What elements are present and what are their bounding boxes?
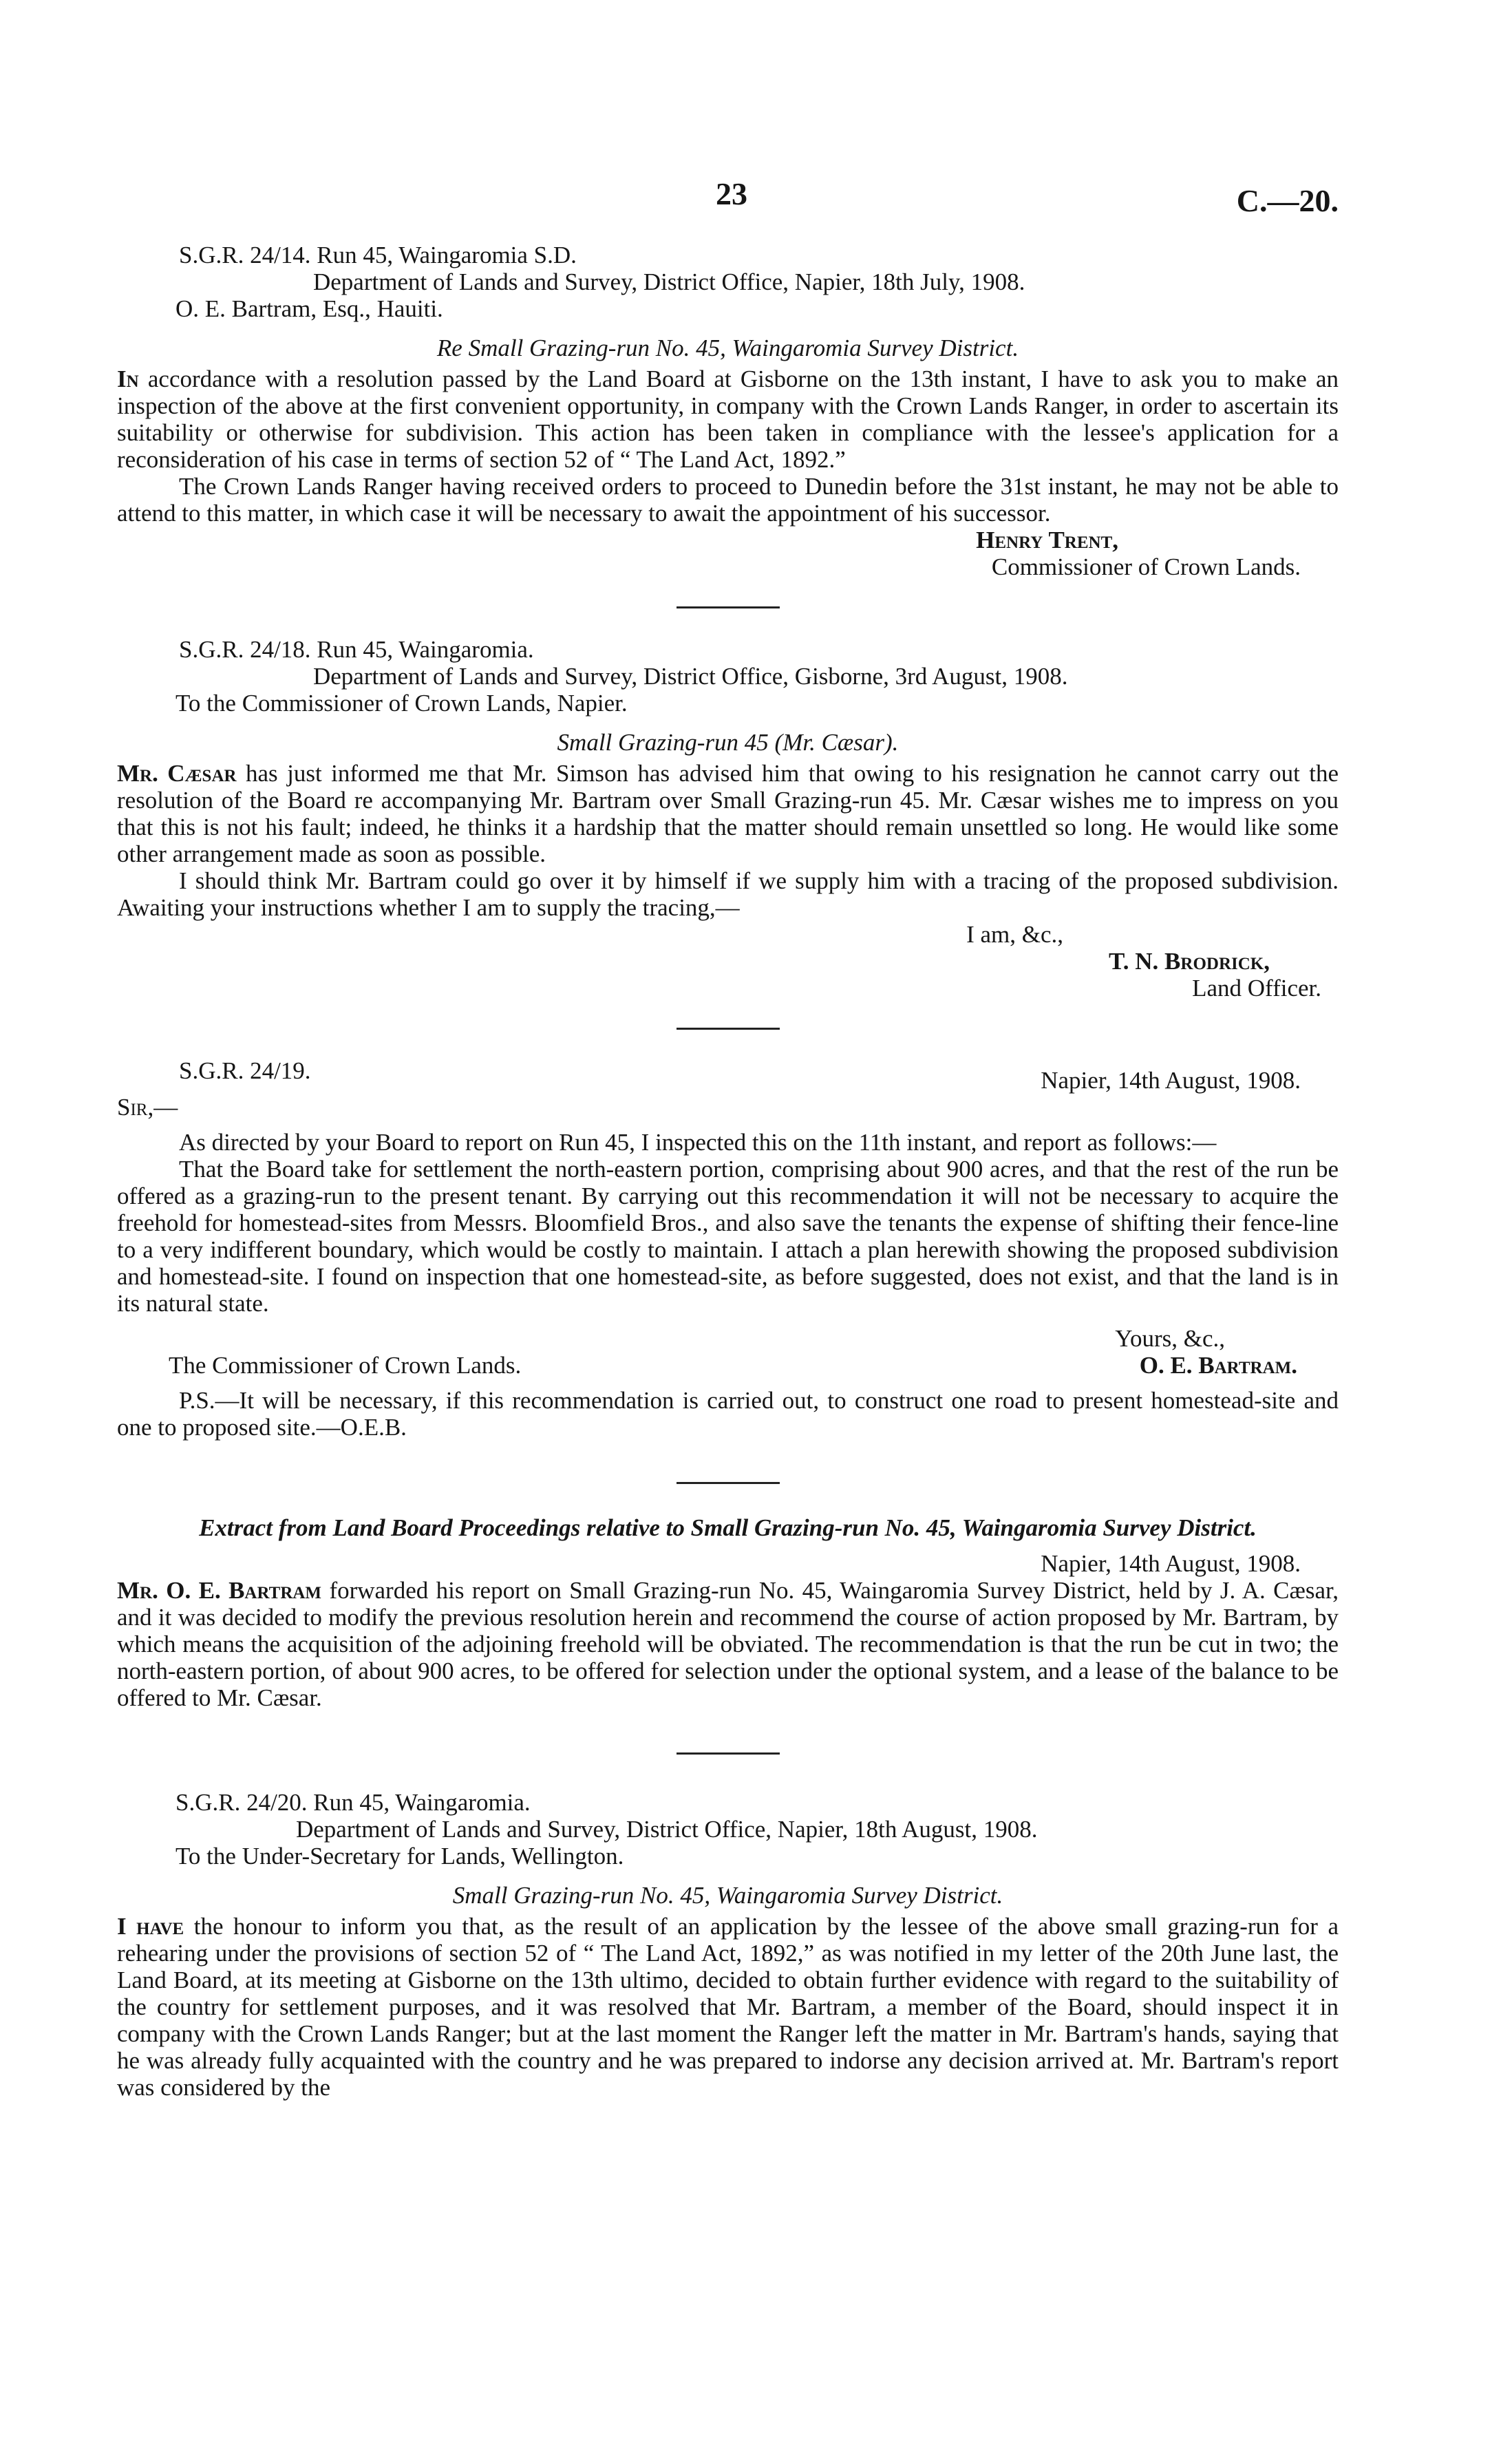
- letter-reference: S.G.R. 24/19.: [179, 1057, 311, 1084]
- letter-department-line: Department of Lands and Survey, District Office, Napier, 18th August, 1908.: [296, 1816, 1038, 1843]
- letter-paragraph: [117, 1913, 1339, 2101]
- letter-date: Napier, 14th August, 1908.: [1041, 1067, 1301, 1094]
- section-divider: [677, 1482, 780, 1484]
- letter-reference: S.G.R. 24/18. Run 45, Waingaromia.: [179, 636, 534, 663]
- letter-department-line: Department of Lands and Survey, District Office, Gisborne, 3rd August, 1908.: [313, 663, 1068, 690]
- paragraph-text: accordance with a resolution passed by the Land Board at Gisborne on the 13th instant, I have to ask you to make an inspection of the above at the first convenient opportunity, in company with the Crown Lands Ranger, in order to ascertain its suitability or otherwise for subdivision. This action has been taken in compliance with the lessee's application for a reconsideration of his case in terms of section 52 of “ The Land Act, 1892.”: [117, 366, 1339, 473]
- lead-in: Mr. O. E. Bartram: [117, 1577, 322, 1604]
- signature: [117, 527, 1339, 553]
- closing: Yours, &c.,: [1115, 1325, 1225, 1352]
- page-number: 23: [716, 176, 747, 211]
- reference-row: [117, 1057, 1339, 1094]
- closing: I am, &c.,: [966, 921, 1063, 948]
- letter-paragraph: That the Board take for settlement the north-eastern portion, comprising about 900 acres, and that the rest of the run be offered as a grazing-run to the present tenant. By carrying out this recommendation it will not be necessary to acquire the freehold for homestead-sites from Messrs. Bloomfield Bros., and also save the tenants the expense of shifting their fence-line to a very indifferent boundary, which would be costly to maintain. I attach a plan herewith showing the proposed subdivision and homestead-site. I found on inspection that one homestead-site, as before suggested, does not exist, and that the land is in its natural state.: [117, 1156, 1339, 1317]
- letter-subject: Small Grazing-run No. 45, Waingaromia Survey District.: [452, 1882, 1003, 1909]
- signatory-title: Land Officer.: [1192, 975, 1321, 1002]
- signature: [117, 948, 1339, 975]
- letter-paragraph: As directed by your Board to report on Run 45, I inspected this on the 11th instant, and report as follows:—: [179, 1129, 1217, 1156]
- letter-paragraph: [117, 760, 1339, 867]
- letter-subject: Small Grazing-run 45 (Mr. Cæsar).: [557, 729, 899, 756]
- letter-addressee: O. E. Bartram, Esq., Hauiti.: [175, 295, 443, 322]
- extract-date: Napier, 14th August, 1908.: [1041, 1550, 1301, 1577]
- addressee-signature-row: [117, 1352, 1339, 1379]
- letter-reference: S.G.R. 24/14. Run 45, Waingaromia S.D.: [179, 242, 577, 268]
- letter-addressee: The Commissioner of Crown Lands.: [169, 1352, 522, 1379]
- paragraph-text: the honour to inform you that, as the result of an application by the lessee of the above small grazing-run for a rehearing under the provisions of section 52 of “ The Land Act, 1892,” as was notified in my letter of the 20th June last, the Land Board, at its meeting at Gisborne on the 13th ultimo, decided to obtain further evidence with regard to the suitability of the country for settlement purposes, and it was resolved that Mr. Bartram, a member of the Board, should inspect it in company with the Crown Lands Ranger; but at the last moment the Ranger left the matter in Mr. Bartram's hands, saying that he was already fully acquainted with the country and he was prepared to indorse any decision arrived at. Mr. Bartram's report was considered by the: [117, 1913, 1339, 2101]
- lead-in: Mr. Cæsar: [117, 760, 237, 787]
- section-divider: [677, 1752, 780, 1755]
- letter-paragraph: [117, 366, 1339, 473]
- page-header: [117, 176, 1339, 237]
- signature-name: Henry Trent,: [976, 527, 1118, 553]
- letter-reference: S.G.R. 24/20. Run 45, Waingaromia.: [175, 1789, 531, 1816]
- extract-title: Extract from Land Board Proceedings relative to Small Grazing-run No. 45, Waingaromia Survey District.: [199, 1514, 1257, 1541]
- extract-paragraph: [117, 1577, 1339, 1711]
- paragraph-text: has just informed me that Mr. Simson has advised him that owing to his resignation he cannot carry out the resolution of the Board re accompanying Mr. Bartram over Small Grazing-run 45. Mr. Cæsar wishes me to impress on you that this is not his fault; indeed, he thinks it a hardship that the matter should remain unsettled so long. He would like some other arrangement made as soon as possible.: [117, 760, 1339, 867]
- series-code: C.—20.: [1236, 183, 1339, 218]
- postscript: P.S.—It will be necessary, if this recommendation is carried out, to construct one road to present homestead-site and one to proposed site.—O.E.B.: [117, 1387, 1339, 1441]
- signatory-title: Commissioner of Crown Lands.: [991, 553, 1301, 580]
- letter-sgr-24-18: [117, 636, 1339, 1002]
- letter-sgr-24-20: [117, 1789, 1339, 2101]
- lead-in: I have: [117, 1913, 184, 1940]
- page-content: [117, 176, 1339, 2101]
- lead-in: In: [117, 366, 139, 392]
- letter-subject: Re Small Grazing-run No. 45, Waingaromia Survey District.: [436, 335, 1019, 361]
- letter-addressee: To the Under-Secretary for Lands, Wellington.: [175, 1843, 624, 1869]
- letter-addressee: To the Commissioner of Crown Lands, Napier.: [175, 690, 628, 717]
- letter-paragraph: I should think Mr. Bartram could go over it by himself if we supply him with a tracing of the proposed subdivision. Awaiting your instructions whether I am to supply the tracing,—: [117, 867, 1339, 921]
- signature-name: O. E. Bartram.: [1139, 1352, 1297, 1379]
- signature-name: T. N. Brodrick,: [1109, 948, 1270, 975]
- paragraph-text: forwarded his report on Small Grazing-run No. 45, Waingaromia Survey District, held by J. A. Cæsar, and it was decided to modify the previous resolution herein and recommend the course of action proposed by Mr. Bartram, by which means the acquisition of the adjoining freehold will be obviated. The recommendation is that the run be cut in two; the north-eastern portion, of about 900 acres, to be offered for selection under the optional system, and a lease of the balance to be offered to Mr. Cæsar.: [117, 1577, 1339, 1711]
- letter-paragraph: The Crown Lands Ranger having received orders to proceed to Dunedin before the 31st instant, he may not be able to attend to this matter, in which case it will be necessary to await the appointment of his successor.: [117, 473, 1339, 527]
- board-proceedings-extract: [117, 1514, 1339, 1711]
- section-divider: [677, 606, 780, 608]
- letter-sgr-24-14: [117, 242, 1339, 580]
- section-divider: [677, 1028, 780, 1030]
- letter-department-line: Department of Lands and Survey, District Office, Napier, 18th July, 1908.: [313, 268, 1025, 295]
- letter-sgr-24-19: [117, 1057, 1339, 1441]
- salutation: Sir,—: [117, 1094, 178, 1121]
